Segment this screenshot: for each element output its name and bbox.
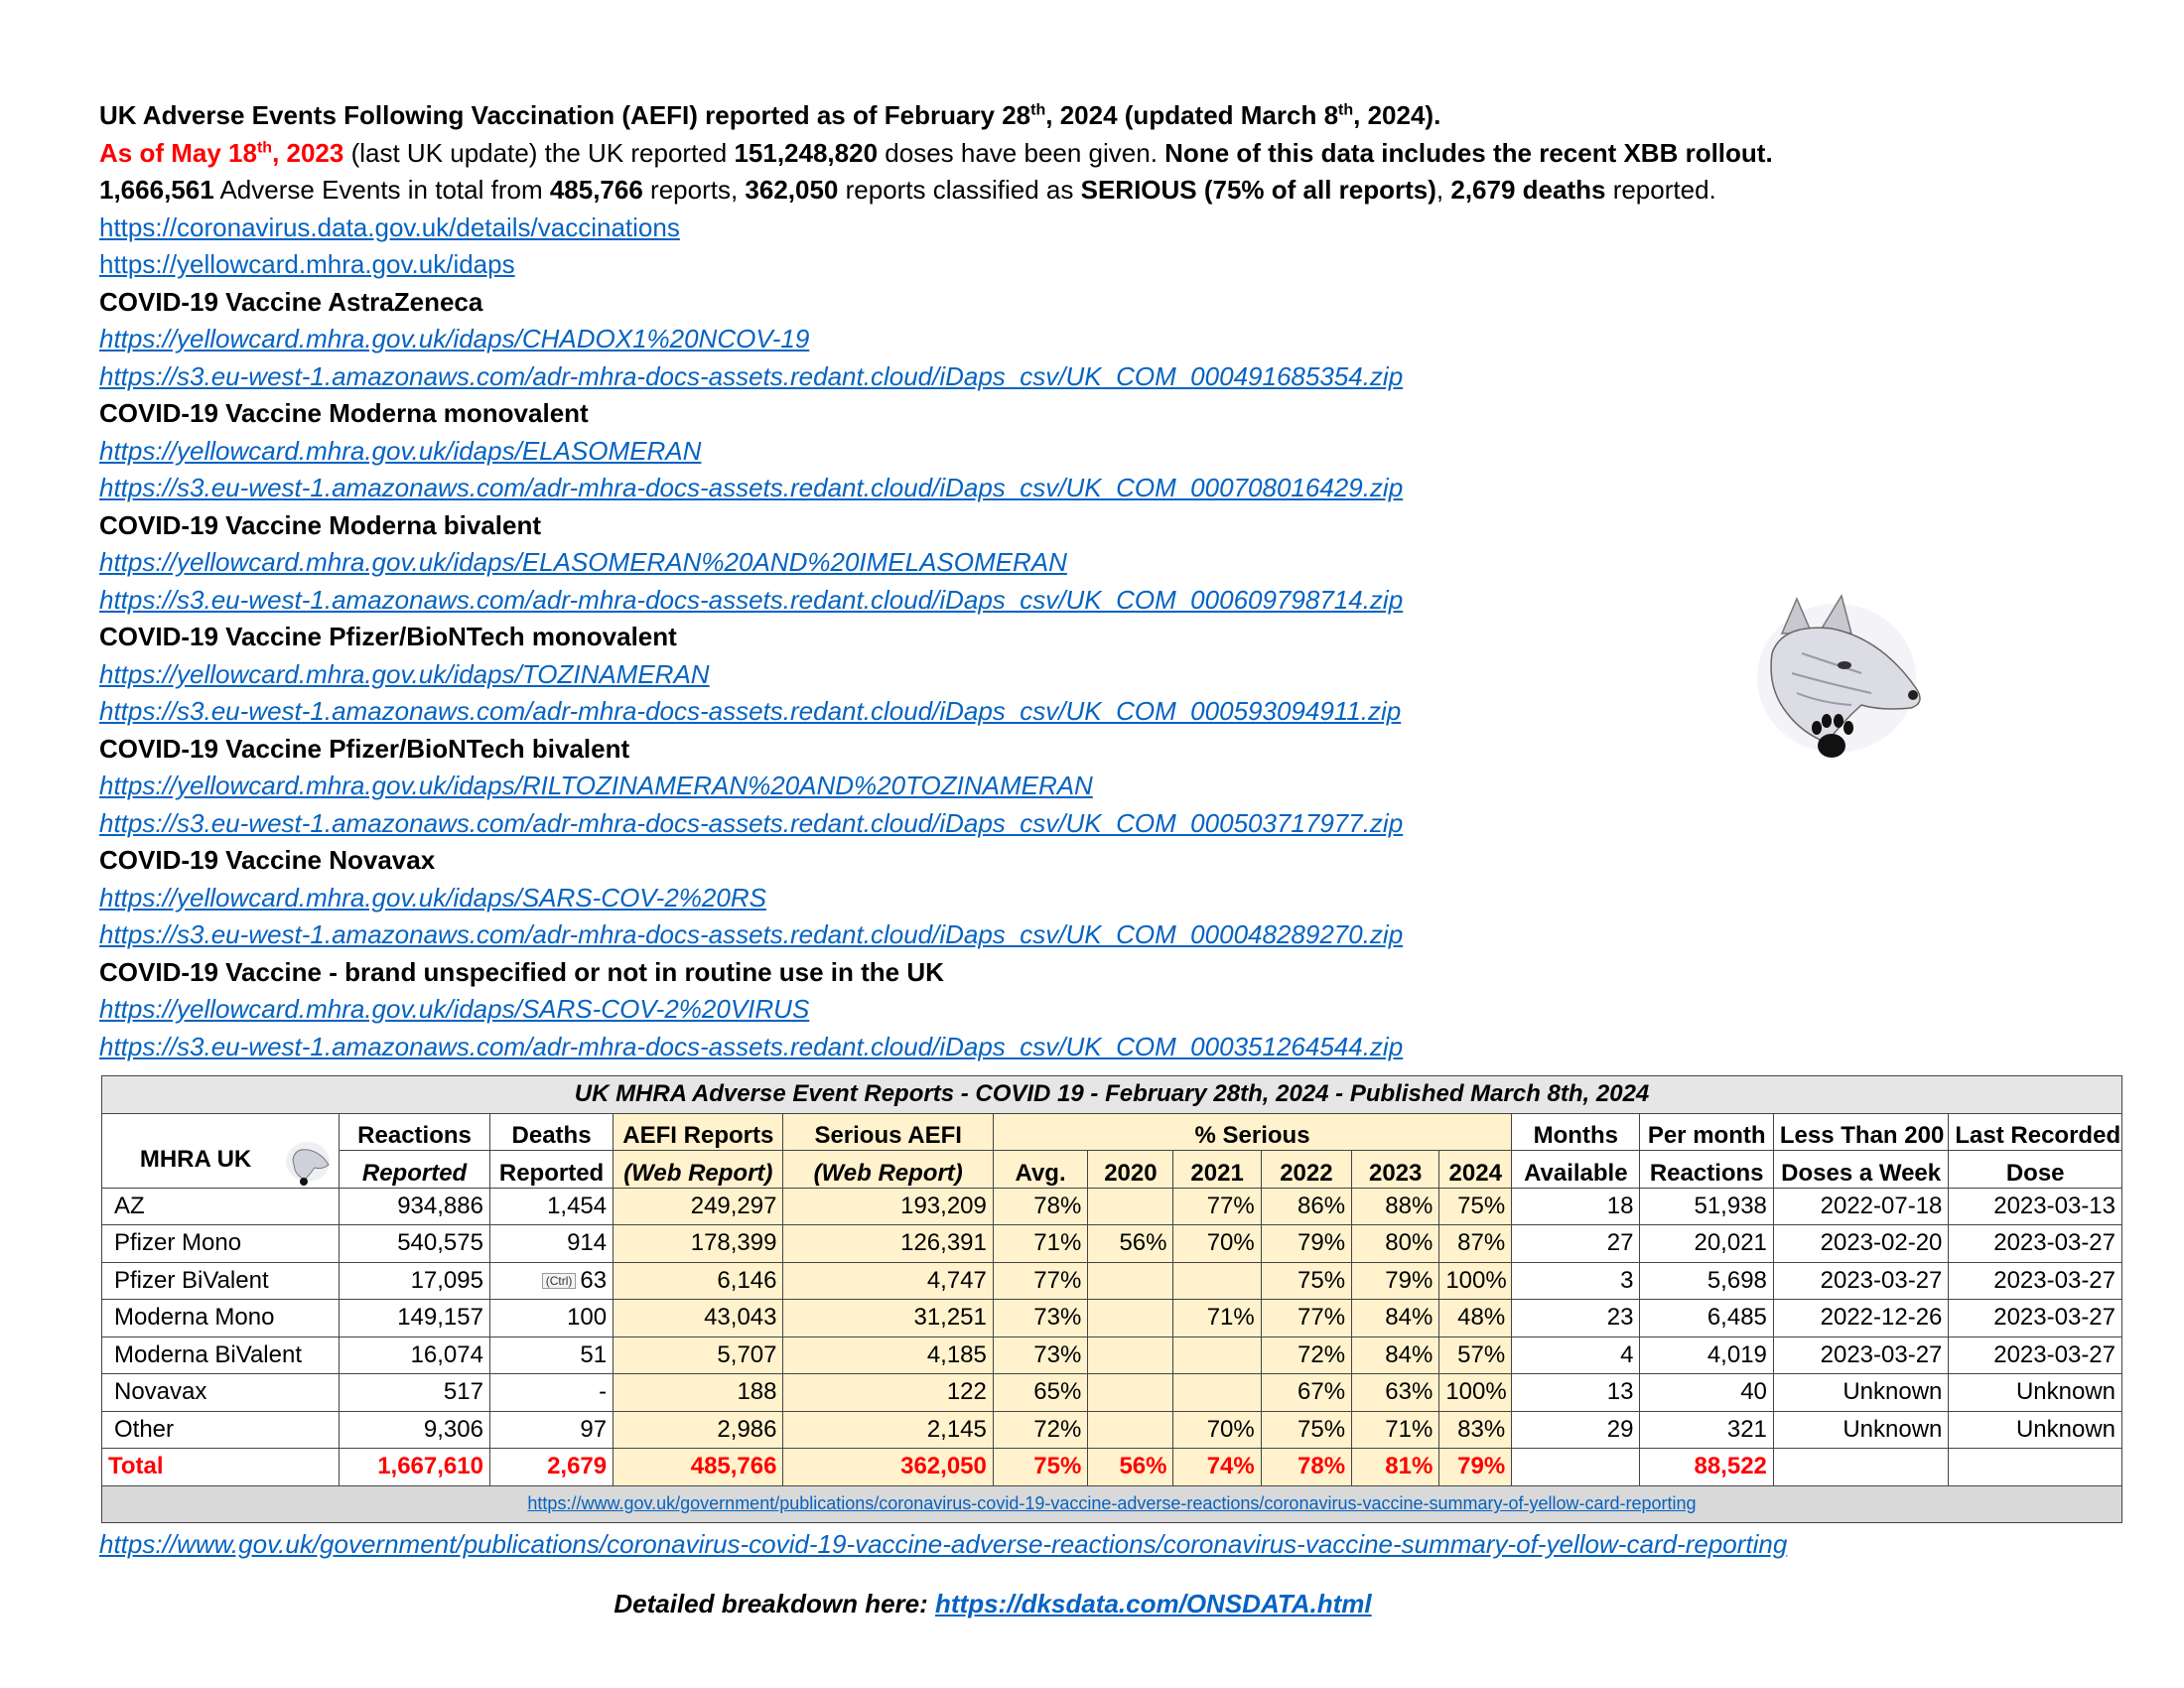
header-2022: 2022: [1261, 1151, 1351, 1189]
table-row: [102, 1300, 2122, 1337]
cell-y2024: 79%: [1439, 1449, 1512, 1486]
cell-aefi: 2,986: [614, 1411, 783, 1449]
cell-reactions: 17,095: [340, 1262, 490, 1300]
cell-avg: 73%: [993, 1300, 1087, 1337]
vaccine-yellowcard-link[interactable]: https://yellowcard.mhra.gov.uk/idaps/SARS-COV-2%20RS: [99, 882, 766, 913]
cell-less: Unknown: [1773, 1411, 1949, 1449]
cell-last: 2023-03-27: [1949, 1336, 2122, 1374]
cell-reactions: 9,306: [340, 1411, 490, 1449]
header-pct-serious: % Serious: [993, 1113, 1511, 1151]
cell-reactions: 149,157: [340, 1300, 490, 1337]
cell-y2021: [1173, 1262, 1261, 1300]
heading-line-3: 1,666,561 Adverse Events in total from 485,766 reports, 362,050 reports classified as SERIOUS (75% of all reports), 2,679 deaths reported.: [99, 175, 1716, 205]
vaccine-yellowcard-link[interactable]: https://yellowcard.mhra.gov.uk/idaps/ELASOMERAN: [99, 435, 702, 466]
cell-deaths: 914: [489, 1225, 613, 1263]
vaccine-zip-link[interactable]: https://s3.eu-west-1.amazonaws.com/adr-mhra-docs-assets.redant.cloud/iDaps_csv/UK_COM_000593094911.zip: [99, 696, 1402, 726]
cell-y2022: 86%: [1261, 1188, 1351, 1225]
cell-less: 2022-12-26: [1773, 1300, 1949, 1337]
table-row: [102, 1374, 2122, 1412]
header-2021: 2021: [1173, 1151, 1261, 1189]
cell-y2020: 56%: [1088, 1449, 1173, 1486]
header-2024: 2024: [1439, 1151, 1512, 1189]
header-deaths: Deaths: [489, 1113, 613, 1151]
cell-name: Pfizer Mono: [102, 1225, 340, 1263]
cell-y2020: [1088, 1262, 1173, 1300]
cell-serious: 362,050: [783, 1449, 993, 1486]
cell-avg: 77%: [993, 1262, 1087, 1300]
cell-less: 2023-03-27: [1773, 1336, 1949, 1374]
vaccine-heading: COVID-19 Vaccine Novavax: [99, 845, 436, 875]
vaccine-yellowcard-link[interactable]: https://yellowcard.mhra.gov.uk/idaps/CHADOX1%20NCOV-19: [99, 324, 810, 353]
header-serious-sub: (Web Report): [783, 1151, 993, 1189]
cell-reactions: 934,886: [340, 1188, 490, 1225]
table-corner: MHRA UK: [102, 1113, 340, 1188]
cell-y2020: [1088, 1411, 1173, 1449]
cell-y2021: 70%: [1173, 1411, 1261, 1449]
bottom-source-link[interactable]: https://www.gov.uk/government/publications/coronavirus-covid-19-vaccine-adverse-reactions/coronavirus-vaccine-summary-of-yellow-card-reporting: [99, 1529, 1788, 1559]
header-less-than: Less Than 200: [1773, 1113, 1949, 1151]
table-row: [102, 1188, 2122, 1225]
cell-deaths: 1,454: [489, 1188, 613, 1225]
header-months-sub: Available: [1512, 1151, 1640, 1189]
cell-less: Unknown: [1773, 1374, 1949, 1412]
cell-last: 2023-03-27: [1949, 1300, 2122, 1337]
footer-label: Detailed breakdown here:: [614, 1589, 936, 1618]
cell-avg: 75%: [993, 1449, 1087, 1486]
header-months: Months: [1512, 1113, 1640, 1151]
cell-months: 23: [1512, 1300, 1640, 1337]
wolf-mini-icon: [283, 1140, 333, 1188]
cell-serious: 193,209: [783, 1188, 993, 1225]
cell-less: 2023-02-20: [1773, 1225, 1949, 1263]
cell-last: Unknown: [1949, 1411, 2122, 1449]
cell-months: 29: [1512, 1411, 1640, 1449]
table-row: [102, 1411, 2122, 1449]
cell-avg: 65%: [993, 1374, 1087, 1412]
header-reactions-sub: Reported: [340, 1151, 490, 1189]
cell-last: 2023-03-27: [1949, 1225, 2122, 1263]
table-row: [102, 1225, 2122, 1263]
cell-y2021: 70%: [1173, 1225, 1261, 1263]
cell-avg: 78%: [993, 1188, 1087, 1225]
cell-y2022: 75%: [1261, 1262, 1351, 1300]
cell-deaths: 2,679: [489, 1449, 613, 1486]
vaccine-zip-link[interactable]: https://s3.eu-west-1.amazonaws.com/adr-mhra-docs-assets.redant.cloud/iDaps_csv/UK_COM_000048289270.zip: [99, 919, 1404, 949]
cell-months: 13: [1512, 1374, 1640, 1412]
cell-y2020: 56%: [1088, 1225, 1173, 1263]
cell-serious: 4,747: [783, 1262, 993, 1300]
cell-y2023: 79%: [1352, 1262, 1439, 1300]
cell-months: [1512, 1449, 1640, 1486]
cell-last: 2023-03-13: [1949, 1188, 2122, 1225]
header-aefi: AEFI Reports: [614, 1113, 783, 1151]
vaccine-yellowcard-link[interactable]: https://yellowcard.mhra.gov.uk/idaps/RILTOZINAMERAN%20AND%20TOZINAMERAN: [99, 771, 1093, 800]
cell-y2023: 88%: [1352, 1188, 1439, 1225]
cell-avg: 72%: [993, 1411, 1087, 1449]
paste-options-icon[interactable]: (Ctrl): [542, 1273, 577, 1289]
header-permonth-sub: Reactions: [1640, 1151, 1773, 1189]
cell-y2022: 75%: [1261, 1411, 1351, 1449]
vaccine-heading: COVID-19 Vaccine Pfizer/BioNTech monovalent: [99, 622, 677, 651]
cell-months: 18: [1512, 1188, 1640, 1225]
cell-aefi: 485,766: [614, 1449, 783, 1486]
cell-avg: 73%: [993, 1336, 1087, 1374]
cell-deaths: 97: [489, 1411, 613, 1449]
vaccine-yellowcard-link[interactable]: https://yellowcard.mhra.gov.uk/idaps/ELASOMERAN%20AND%20IMELASOMERAN: [99, 547, 1067, 577]
cell-permonth: 88,522: [1640, 1449, 1773, 1486]
cell-y2023: 80%: [1352, 1225, 1439, 1263]
cell-y2021: 77%: [1173, 1188, 1261, 1225]
cell-aefi: 249,297: [614, 1188, 783, 1225]
table-source-link[interactable]: https://www.gov.uk/government/publications/coronavirus-covid-19-vaccine-adverse-reactions/coronavirus-vaccine-summary-of-yellow-card-reporting: [527, 1493, 1697, 1514]
cell-last: 2023-03-27: [1949, 1262, 2122, 1300]
cell-y2024: 87%: [1439, 1225, 1512, 1263]
table-total-row: [102, 1449, 2122, 1486]
cell-y2021: [1173, 1336, 1261, 1374]
vaccine-yellowcard-link[interactable]: https://yellowcard.mhra.gov.uk/idaps/TOZINAMERAN: [99, 658, 710, 689]
cell-y2022: 79%: [1261, 1225, 1351, 1263]
cell-y2023: 81%: [1352, 1449, 1439, 1486]
cell-less: [1773, 1449, 1949, 1486]
cell-y2021: [1173, 1374, 1261, 1412]
cell-deaths: [489, 1262, 613, 1300]
header-2023: 2023: [1352, 1151, 1439, 1189]
cell-y2024: 100%: [1439, 1262, 1512, 1300]
cell-months: 3: [1512, 1262, 1640, 1300]
header-reactions: Reactions: [340, 1113, 490, 1151]
vaccine-heading: COVID-19 Vaccine Pfizer/BioNTech bivalent: [99, 733, 630, 764]
cell-y2024: 75%: [1439, 1188, 1512, 1225]
vaccine-zip-link[interactable]: https://s3.eu-west-1.amazonaws.com/adr-mhra-docs-assets.redant.cloud/iDaps_csv/UK_COM_000609798714.zip: [99, 584, 1404, 615]
vaccine-heading: COVID-19 Vaccine Moderna monovalent: [99, 398, 589, 428]
cell-permonth: 40: [1640, 1374, 1773, 1412]
cell-y2020: [1088, 1336, 1173, 1374]
cell-y2023: 63%: [1352, 1374, 1439, 1412]
cell-last: [1949, 1449, 2122, 1486]
vaccine-yellowcard-link[interactable]: https://yellowcard.mhra.gov.uk/idaps/SARS-COV-2%20VIRUS: [99, 994, 810, 1024]
heading-line-1: UK Adverse Events Following Vaccination (AEFI) reported as of February 28th, 2024 (updated March 8th, 2024).: [99, 100, 1441, 130]
header-avg: Avg.: [993, 1151, 1087, 1189]
cell-permonth: 5,698: [1640, 1262, 1773, 1300]
cell-y2024: 100%: [1439, 1374, 1512, 1412]
header-last-recorded: Last Recorded: [1949, 1113, 2122, 1151]
cell-reactions: 1,667,610: [340, 1449, 490, 1486]
mhra-table: [101, 1075, 2122, 1523]
cell-y2020: [1088, 1374, 1173, 1412]
link-yellowcard-idaps[interactable]: https://yellowcard.mhra.gov.uk/idaps: [99, 249, 515, 279]
cell-reactions: 16,074: [340, 1336, 490, 1374]
cell-y2021: 71%: [1173, 1300, 1261, 1337]
cell-permonth: 4,019: [1640, 1336, 1773, 1374]
cell-aefi: 5,707: [614, 1336, 783, 1374]
cell-serious: 126,391: [783, 1225, 993, 1263]
cell-aefi: 188: [614, 1374, 783, 1412]
cell-aefi: 6,146: [614, 1262, 783, 1300]
vaccine-heading: COVID-19 Vaccine - brand unspecified or not in routine use in the UK: [99, 956, 944, 987]
heading-line-2: As of May 18th, 2023 (last UK update) the UK reported 151,248,820 doses have been given. None of this data includes the recent XBB rollout.: [99, 137, 1773, 168]
cell-permonth: 20,021: [1640, 1225, 1773, 1263]
header-aefi-sub: (Web Report): [614, 1151, 783, 1189]
cell-avg: 71%: [993, 1225, 1087, 1263]
cell-name: Moderna BiValent: [102, 1336, 340, 1374]
cell-y2023: 84%: [1352, 1300, 1439, 1337]
footer: [0, 1589, 2184, 1619]
cell-less: 2022-07-18: [1773, 1188, 1949, 1225]
header-2020: 2020: [1088, 1151, 1173, 1189]
document-body: [99, 97, 2134, 1065]
vaccine-zip-link[interactable]: https://s3.eu-west-1.amazonaws.com/adr-mhra-docs-assets.redant.cloud/iDaps_csv/UK_COM_000708016429.zip: [99, 473, 1404, 502]
cell-name: AZ: [102, 1188, 340, 1225]
header-last-recorded-sub: Dose: [1949, 1151, 2122, 1189]
vaccine-heading: COVID-19 Vaccine Moderna bivalent: [99, 509, 542, 540]
cell-y2023: 71%: [1352, 1411, 1439, 1449]
table-row: [102, 1336, 2122, 1374]
cell-serious: 2,145: [783, 1411, 993, 1449]
header-permonth: Per month: [1640, 1113, 1773, 1151]
cell-y2024: 48%: [1439, 1300, 1512, 1337]
cell-value: 63: [580, 1266, 608, 1294]
cell-y2022: 78%: [1261, 1449, 1351, 1486]
vaccine-zip-link[interactable]: https://s3.eu-west-1.amazonaws.com/adr-mhra-docs-assets.redant.cloud/iDaps_csv/UK_COM_000491685354.zip: [99, 360, 1404, 391]
cell-y2020: [1088, 1188, 1173, 1225]
table-title: UK MHRA Adverse Event Reports - COVID 19 - February 28th, 2024 - Published March 8th, 2024: [102, 1076, 2122, 1114]
cell-deaths: 100: [489, 1300, 613, 1337]
header-serious: Serious AEFI: [783, 1113, 993, 1151]
cell-last: Unknown: [1949, 1374, 2122, 1412]
cell-y2022: 77%: [1261, 1300, 1351, 1337]
vaccine-zip-link[interactable]: https://s3.eu-west-1.amazonaws.com/adr-mhra-docs-assets.redant.cloud/iDaps_csv/UK_COM_000503717977.zip: [99, 807, 1404, 838]
cell-aefi: 43,043: [614, 1300, 783, 1337]
cell-months: 4: [1512, 1336, 1640, 1374]
wolf-logo-icon: [1742, 594, 1941, 777]
cell-permonth: 321: [1640, 1411, 1773, 1449]
link-coronavirus-data[interactable]: https://coronavirus.data.gov.uk/details/vaccinations: [99, 211, 680, 242]
footer-link[interactable]: https://dksdata.com/ONSDATA.html: [935, 1589, 1372, 1618]
cell-serious: 122: [783, 1374, 993, 1412]
cell-serious: 31,251: [783, 1300, 993, 1337]
cell-name: Total: [102, 1449, 340, 1486]
cell-deaths: -: [489, 1374, 613, 1412]
cell-deaths: 51: [489, 1336, 613, 1374]
cell-y2021: 74%: [1173, 1449, 1261, 1486]
cell-aefi: 178,399: [614, 1225, 783, 1263]
cell-name: Novavax: [102, 1374, 340, 1412]
vaccine-heading: COVID-19 Vaccine AstraZeneca: [99, 286, 483, 317]
header-less-than-sub: Doses a Week: [1773, 1151, 1949, 1189]
table-row: [102, 1262, 2122, 1300]
cell-y2020: [1088, 1300, 1173, 1337]
cell-y2024: 57%: [1439, 1336, 1512, 1374]
cell-less: 2023-03-27: [1773, 1262, 1949, 1300]
cell-reactions: 540,575: [340, 1225, 490, 1263]
cell-name: Moderna Mono: [102, 1300, 340, 1337]
vaccine-zip-link[interactable]: https://s3.eu-west-1.amazonaws.com/adr-mhra-docs-assets.redant.cloud/iDaps_csv/UK_COM_000351264544.zip: [99, 1031, 1404, 1061]
cell-y2022: 67%: [1261, 1374, 1351, 1412]
cell-name: Other: [102, 1411, 340, 1449]
header-deaths-sub: Reported: [489, 1151, 613, 1189]
cell-name: Pfizer BiValent: [102, 1262, 340, 1300]
cell-permonth: 6,485: [1640, 1300, 1773, 1337]
cell-y2024: 83%: [1439, 1411, 1512, 1449]
cell-permonth: 51,938: [1640, 1188, 1773, 1225]
cell-months: 27: [1512, 1225, 1640, 1263]
cell-reactions: 517: [340, 1374, 490, 1412]
cell-serious: 4,185: [783, 1336, 993, 1374]
cell-y2022: 72%: [1261, 1336, 1351, 1374]
cell-y2023: 84%: [1352, 1336, 1439, 1374]
